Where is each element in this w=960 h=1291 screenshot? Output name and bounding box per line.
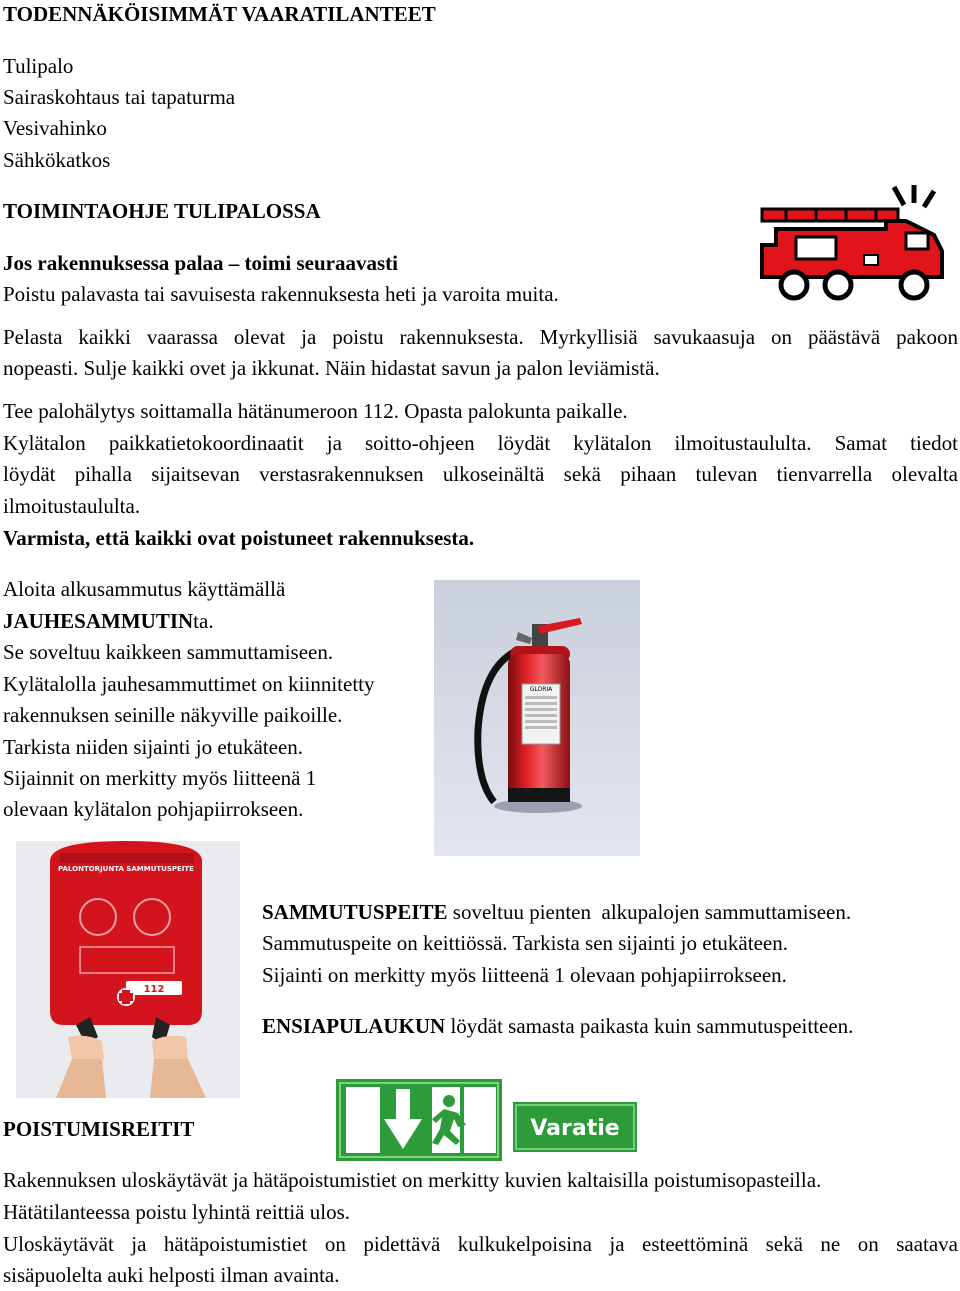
exit-line: Hätätilanteessa poistu lyhintä reittiä ulos. — [3, 1200, 351, 1224]
blanket-line-rest: soveltuu pienten alkupalojen sammuttamiseen. — [447, 900, 852, 924]
extinguisher-line: Tarkista niiden sijainti jo etukäteen. — [3, 735, 304, 759]
blanket-line: Sammutuspeite on keittiössä. Tarkista sen sijainti jo etukäteen. — [262, 931, 788, 955]
extinguisher-line: Kylätalolla jauhesammuttimet on kiinnitetty — [3, 672, 375, 696]
fire-lead: Jos rakennuksessa palaa – toimi seuraavasti — [3, 251, 398, 275]
blanket-keyword: SAMMUTUSPEITE — [262, 900, 448, 924]
section-title-fire: TOIMINTAOHJE TULIPALOSSA — [3, 199, 321, 223]
extinguisher-line: olevaan kylätalon pohjapiirrokseen. — [3, 797, 304, 821]
fire-line: ilmoitustaululta. — [3, 494, 141, 518]
first-aid-keyword: ENSIAPULAUKUN — [262, 1014, 446, 1038]
fire-truck-icon — [756, 185, 948, 303]
first-aid-line — [262, 1016, 853, 1037]
extinguisher-line: rakennuksen seinille näkyville paikoille. — [3, 703, 343, 727]
extinguisher-keyword: JAUHESAMMUTIN — [3, 609, 194, 633]
fire-blanket-image — [16, 841, 240, 1098]
fire-line: löydät pihalla sijaitsevan verstasrakennuksen ulkoseinältä sekä pihaan tulevan tienvarrella olevalta — [3, 462, 958, 486]
exit-line: Rakennuksen uloskäytävät ja hätäpoistumistiet on merkitty kuvien kaltaisilla poistumisopasteilla. — [3, 1168, 822, 1192]
fire-line: Tee palohälytys soittamalla hätänumeroon 112. Opasta palokunta paikalle. — [3, 399, 628, 423]
extinguisher-line: Se soveltuu kaikkeen sammuttamiseen. — [3, 640, 334, 664]
extinguisher-label-text: GLORIA — [529, 686, 553, 693]
blanket-number-text: 112 — [143, 984, 165, 995]
extinguisher-line: Aloita alkusammutus käyttämällä — [3, 577, 286, 601]
hazard-item: Tulipalo — [3, 54, 74, 78]
blanket-line: Sijainti on merkitty myös liitteenä 1 olevaan pohjapiirrokseen. — [262, 963, 787, 987]
section-title-hazards: TODENNÄKÖISIMMÄT VAARATILANTEET — [3, 2, 436, 26]
fire-line: Poistu palavasta tai savuisesta rakennuksesta heti ja varoita muita. — [3, 282, 559, 306]
fire-line: nopeasti. Sulje kaikki ovet ja ikkunat. Näin hidastat savun ja palon leviämistä. — [3, 356, 660, 380]
exit-line: sisäpuolelta auki helposti ilman avainta. — [3, 1263, 340, 1287]
extinguisher-suffix: ta. — [193, 609, 214, 633]
hazard-item: Vesivahinko — [3, 116, 107, 140]
first-aid-line-rest: löydät samasta paikasta kuin sammutuspeitteen. — [445, 1014, 854, 1038]
blanket-title-text: PALONTORJUNTA SAMMUTUSPEITE — [58, 865, 194, 873]
emergency-exit-sign-icon — [336, 1079, 502, 1161]
hazard-item: Sairaskohtaus tai tapaturma — [3, 85, 236, 109]
fire-line: Pelasta kaikki vaarassa olevat ja poistu rakennuksesta. Myrkyllisiä savukaasuja on päästävä pakoon — [3, 325, 958, 349]
hazard-item: Sähkökatkos — [3, 148, 111, 172]
fire-extinguisher-image — [434, 580, 640, 856]
varatie-sign-text: Varatie — [530, 1116, 620, 1141]
extinguisher-line: Sijainnit on merkitty myös liitteenä 1 — [3, 766, 317, 790]
section-title-exits: POISTUMISREITIT — [3, 1117, 195, 1141]
blanket-line — [262, 902, 851, 923]
varatie-sign — [513, 1102, 637, 1152]
fire-bold-line: Varmista, että kaikki ovat poistuneet rakennuksesta. — [3, 526, 475, 550]
fire-line: Kylätalon paikkatietokoordinaatit ja soitto-ohjeen löydät kylätalon ilmoitustaululta. Samat tiedot — [3, 431, 958, 455]
extinguisher-line — [3, 611, 214, 632]
exit-line: Uloskäytävät ja hätäpoistumistiet on pidettävä kulkukelpoisina ja esteettöminä sekä ne on saatava — [3, 1232, 958, 1256]
